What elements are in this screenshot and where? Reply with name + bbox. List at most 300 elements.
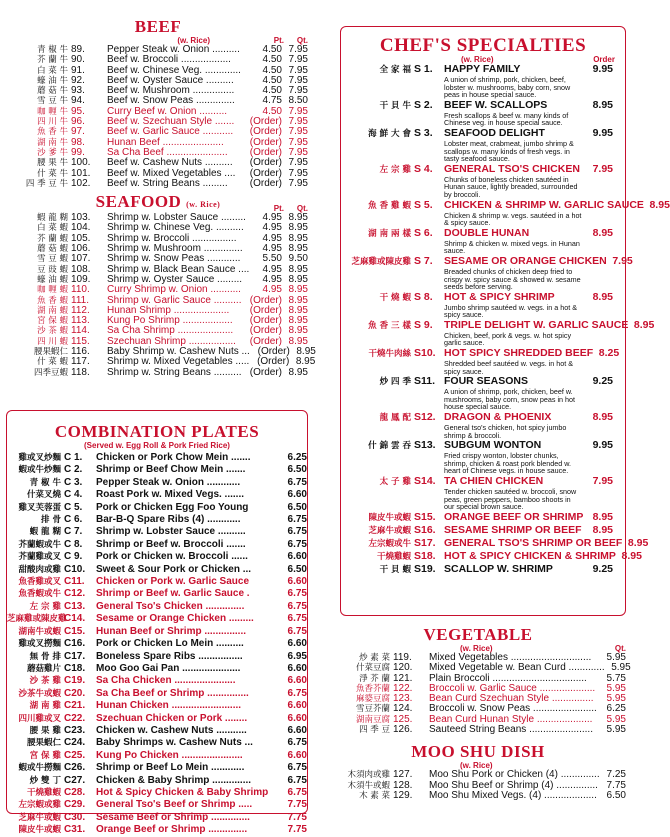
item-name: Shrimp w. Mushroom .............. [107, 243, 243, 255]
item-number: 111. [71, 294, 89, 306]
item-number: S16. [414, 523, 436, 536]
item-price: 9.95 [592, 439, 613, 452]
vegetable-list [330, 652, 631, 736]
item-name: Hunan Chicken ......................... [96, 700, 242, 712]
item-description: Shrimp & chicken w. mixed vegs. in Hunan sauce. [444, 238, 580, 256]
price-quart: 7.95 [288, 105, 308, 117]
price-pint: 4.95 [262, 222, 282, 234]
item-number: C12. [64, 588, 86, 600]
beef-pt-header: Pt. [273, 36, 284, 45]
price-pint: 4.95 [262, 284, 282, 296]
chinese-name: 腰果蝦仁 [33, 347, 68, 358]
item-number: S17. [414, 536, 436, 549]
chinese-name: 青 椒 牛 [37, 45, 68, 55]
item-price: 5.95 [606, 682, 626, 694]
price-quart: 8.95 [288, 212, 308, 224]
item-name: Bean Curd Szechuan Style ............... [429, 693, 594, 705]
chinese-name: 干 貝 牛 [379, 100, 411, 111]
price-pint: 4.95 [262, 232, 282, 244]
chinese-name: 干燒雞蝦 [376, 551, 411, 562]
combination-item [7, 700, 307, 712]
chef-special-item [341, 254, 633, 292]
item-name: Shrimp w. Broccoli ................ [107, 232, 237, 244]
item-name: Sa Cha Shrimp .................... [107, 325, 234, 337]
item-number: 126. [393, 724, 413, 736]
item-name: Shrimp or Beef Lo Mein ............ [96, 762, 245, 774]
item-name: SESAME SHRIMP OR BEEF [444, 523, 582, 536]
chinese-name: 芝麻雞或陳皮雞 [7, 614, 67, 625]
item-name: Sesame or Orange Chicken ......... [96, 613, 254, 625]
chef-special-item [341, 318, 655, 348]
item-price: 9.95 [592, 126, 613, 139]
chef-special-row [341, 228, 613, 240]
item-name: Szechuan Chicken or Pork ........ [96, 712, 248, 724]
item-name: Baby Shrimp w. Cashew Nuts ... [107, 346, 250, 358]
item-price: 6.60 [287, 489, 307, 501]
item-number: C26. [64, 762, 86, 774]
item-name: Beef w. Broccoli .................. [107, 54, 231, 66]
chef-special-item [341, 549, 642, 563]
item-number: 93. [71, 85, 85, 97]
item-name: GENERAL TSO'S SHRIMP OR BEEF [444, 536, 623, 549]
chinese-name: 咖 喱 蝦 [37, 285, 68, 296]
item-name: Pepper Steak w. Onion .......... [107, 44, 240, 55]
price-quart: 7.95 [288, 54, 308, 66]
chinese-name: 什菜豆腐 [355, 663, 390, 674]
chinese-name: 干 燒 蝦 [379, 292, 411, 303]
combination-item [7, 688, 307, 700]
item-price: 7.75 [287, 811, 307, 823]
combination-item [7, 502, 307, 514]
item-name: Moo Shu Pork or Chicken (4) .............. [429, 769, 600, 781]
item-name: Moo Shu Mixed Vegs. (4) ................... [429, 789, 597, 801]
price-quart: 7.95 [288, 85, 308, 97]
chef-special-item [341, 476, 613, 511]
price-pint: (Order) [249, 366, 282, 378]
item-name: Shrimp w. Oyster Sauce ......... [107, 273, 243, 285]
price-quart: 8.95 [288, 325, 308, 337]
item-number: S 6. [414, 226, 433, 239]
item-number: 97. [71, 126, 85, 138]
chinese-name: 什菜叉燒 [26, 490, 61, 501]
item-name: Shrimp or Beef w. Broccoli ....... [96, 538, 246, 550]
chinese-name: 什 菜 牛 [37, 168, 68, 179]
price-quart: 8.95 [288, 243, 308, 255]
item-price: 8.95 [621, 549, 642, 562]
item-name: GENERAL TSO'S CHICKEN [444, 162, 580, 175]
chinese-name: 白 菜 蝦 [37, 223, 68, 234]
chinese-name: 魚香蝦或牛 [18, 589, 61, 600]
chinese-name: 白 菜 牛 [37, 65, 68, 76]
item-price: 6.50 [287, 464, 307, 476]
item-name: Pork or Chicken Egg Foo Young [96, 501, 249, 513]
price-pint: (Order) [249, 136, 282, 148]
item-number: S 3. [414, 126, 433, 139]
item-price: 5.95 [611, 662, 631, 674]
item-name: Pork or Chicken Lo Mein .......... [96, 638, 244, 650]
beef-title: BEEF [134, 17, 182, 36]
item-price: 5.95 [606, 713, 626, 725]
item-description: Jumbo shrimp sautéed w. vegs. in a hot & spicy sauce. [444, 302, 578, 320]
item-number: 108. [71, 263, 91, 275]
chef-special-item [341, 164, 613, 199]
item-number: 113. [71, 315, 90, 327]
item-price: 6.50 [606, 789, 626, 801]
item-name: General Tso's Chicken .............. [96, 600, 245, 612]
chinese-name: 龍 鳳 配 [379, 413, 411, 424]
item-name: Hunan Beef ...................... [107, 136, 224, 148]
chef-special-item [341, 512, 613, 524]
item-price: 7.75 [287, 824, 307, 836]
chinese-name: 木須牛或蝦 [347, 780, 390, 791]
chef-special-item [341, 347, 620, 376]
chinese-name: 陳皮牛或蝦 [368, 512, 411, 523]
item-description: Chunks of boneless chicken sautéed in Hunan sauce, lightly breaded, surrounded by broccoli. [444, 174, 578, 199]
item-price: 6.75 [287, 625, 307, 637]
chinese-name: 什 錦 雲 吞 [368, 441, 411, 452]
item-number: S12. [414, 411, 436, 424]
mooshu-subtitle: (w. Rice) [460, 761, 493, 771]
chinese-name: 蘑菇雞片 [26, 663, 61, 674]
item-price: 9.95 [592, 63, 613, 75]
price-quart: 7.95 [288, 64, 308, 76]
item-number: S 2. [414, 98, 433, 111]
item-number: C19. [64, 675, 86, 687]
chinese-name: 宮 保 雞 [29, 750, 61, 761]
chinese-name: 左 宗 雞 [379, 164, 411, 175]
item-price: 9.25 [592, 562, 613, 575]
chinese-name: 四川雞或叉 [18, 713, 61, 724]
chef-special-row [341, 512, 613, 524]
chinese-name: 沙 爹 牛 [37, 147, 68, 158]
price-pint: (Order) [257, 346, 290, 358]
combination-list [7, 452, 307, 837]
item-number: 107. [71, 253, 91, 265]
beef-qt-header: Qt. [296, 36, 308, 45]
item-name: SESAME OR ORANGE CHICKEN [444, 254, 607, 267]
price-pint: 4.75 [262, 95, 282, 107]
chinese-name: 什 菜 蝦 [37, 357, 68, 368]
item-number: 118. [71, 366, 90, 378]
item-name: Sweet & Sour Pork or Chicken ... [96, 563, 252, 575]
item-number: 99. [71, 146, 85, 158]
item-number: 94. [71, 95, 85, 107]
chinese-name: 腰 果 牛 [37, 158, 68, 169]
item-description: Tender chicken sautéed w. broccoli, snow peas, green peppers, bamboo shoots in our special brown sauce. [444, 487, 577, 512]
combination-item [7, 663, 307, 675]
item-price: 8.95 [592, 510, 613, 523]
item-name: Beef w. String Beans ......... [107, 177, 228, 189]
item-price: 5.95 [606, 652, 626, 663]
price-quart: 8.95 [288, 304, 308, 316]
chef-special-item [341, 525, 613, 537]
seafood-subtitle: (w. Rice) [186, 200, 221, 210]
item-name: Beef w. Oyster Sauce .......... [107, 74, 234, 86]
item-number: C 9. [64, 551, 83, 563]
item-number: 125. [393, 713, 413, 725]
item-name: Curry Beef w. Onion .......... [107, 105, 228, 117]
item-price: 5.95 [606, 724, 626, 736]
item-number: S 8. [414, 290, 433, 303]
chef-special-item [341, 128, 613, 163]
chinese-name: 陳皮牛或蝦 [18, 825, 61, 836]
price-pint: 4.50 [262, 105, 282, 117]
chinese-name: 蝦 龍 糊 [29, 527, 61, 538]
chef-title: CHEF'S SPECIALTIES [379, 35, 587, 56]
chinese-name: 四 季 豆 牛 [25, 178, 68, 189]
item-name: Shrimp or Beef w. Garlic Sauce . [96, 588, 250, 600]
price-pint: 5.50 [262, 253, 282, 265]
item-number: 105. [71, 232, 91, 244]
item-name: Boneless Spare Ribs ................ [96, 650, 243, 662]
item-price: 6.60 [287, 700, 307, 712]
item-number: S19. [414, 562, 436, 575]
item-price: 7.95 [612, 254, 633, 267]
seafood-item [8, 368, 308, 378]
item-number: S11. [414, 375, 436, 388]
chef-special-row [341, 198, 670, 212]
item-name: Mixed Vegetables ............................. [429, 652, 592, 663]
item-price: 6.75 [287, 737, 307, 749]
vegetable-title: VEGETABLE [423, 625, 533, 644]
price-pint: (Order) [249, 146, 282, 158]
combination-item [7, 576, 307, 588]
item-name: Shrimp w. Lobster Sauce ......... [107, 212, 246, 224]
item-name: Mixed Vegetable w. Bean Curd ............. [429, 662, 605, 674]
item-name: Shrimp or Beef Chow Mein ....... [96, 464, 246, 476]
combination-item [7, 651, 307, 663]
chinese-name: 咖 喱 牛 [37, 106, 68, 117]
item-name: Shrimp w. String Beans .......... [107, 366, 242, 378]
chinese-name: 魚 香 蝦 [37, 295, 68, 306]
chef-special-row [341, 549, 642, 563]
chinese-name: 芥 蘭 牛 [37, 55, 68, 66]
item-name: HAPPY FAMILY [444, 63, 521, 75]
item-description: Shredded beef sautéed w. vegs. in hot & spicy sauce. [444, 359, 574, 376]
combination-item [7, 713, 307, 725]
item-name: Bar-B-Q Spare Ribs (4) ............ [96, 514, 241, 526]
item-number: S18. [414, 549, 436, 562]
item-price: 6.75 [287, 476, 307, 488]
item-name: SEAFOOD DELIGHT [444, 126, 545, 139]
mooshu-list [330, 770, 626, 801]
chef-special-item [341, 564, 613, 576]
vegetable-qt-header: Qt. [614, 644, 626, 653]
item-number: 96. [71, 116, 85, 128]
price-quart: 7.95 [288, 177, 308, 189]
chinese-name: 海 鮮 大 會 [368, 128, 411, 139]
beef-subtitle: (w. Rice) [177, 36, 210, 45]
item-price: 6.75 [287, 774, 307, 786]
item-number: C11. [64, 576, 85, 588]
chinese-name: 魚香雞或叉 [18, 577, 61, 588]
item-number: C24. [64, 737, 86, 749]
combination-subtitle: (Served w. Egg Roll & Pork Fried Rice) [84, 441, 230, 450]
vegetable-item [330, 725, 626, 735]
item-price: 6.60 [287, 638, 307, 650]
combination-item [7, 626, 307, 638]
chef-special-item [341, 440, 613, 475]
item-price: 6.75 [287, 613, 307, 625]
chinese-name: 四 季 豆 [359, 725, 390, 736]
item-description: Chicken & shrimp w. vegs. sautéed in a hot & spicy sauce. [444, 210, 582, 228]
item-number: S 9. [414, 318, 433, 331]
chinese-name: 湖 南 兩 樣 [368, 228, 411, 239]
price-quart: 8.95 [288, 294, 308, 306]
item-description: Chicken, beef, pork & vegs. w. hot spicy garlic sauce. [444, 330, 572, 348]
chef-special-item [341, 228, 613, 255]
item-price: 8.95 [592, 226, 613, 239]
item-name: Hot & Spicy Chicken & Baby Shrimp [96, 786, 269, 798]
price-quart: 8.95 [288, 222, 308, 234]
item-name: Beef w. Chinese Veg. ............. [107, 64, 241, 76]
item-name: Broccoli w. Snow Peas ....................... [429, 703, 597, 715]
price-pint: (Order) [249, 335, 282, 347]
item-price: 7.95 [592, 162, 613, 175]
item-name: TRIPLE DELIGHT W. GARLIC SAUCE [444, 318, 629, 331]
price-quart: 7.95 [288, 116, 308, 128]
chinese-name: 四 川 牛 [37, 117, 68, 128]
item-price: 6.60 [287, 724, 307, 736]
item-name: BEEF W. SCALLOPS [444, 98, 548, 111]
item-name: HOT SPICY SHREDDED BEEF [444, 347, 594, 360]
item-name: Chicken or Pork w. Garlic Sauce [96, 576, 250, 588]
item-name: Shrimp w. Garlic Sauce .......... [107, 294, 242, 306]
item-description: Lobster meat, crabmeat, jumbo shrimp & scallops w. many kinds of fresh vegs. in tasty seafood sauce. [444, 138, 574, 164]
chinese-name: 宮 保 蝦 [37, 316, 68, 327]
item-name: Chicken w. Cashew Nuts ........... [96, 724, 247, 736]
chinese-name: 湖南牛或蝦 [18, 626, 61, 637]
price-pint: 4.95 [262, 212, 282, 224]
item-price: 7.95 [592, 475, 613, 487]
item-number: C 6. [64, 514, 83, 526]
chinese-name: 芝麻牛或蝦 [368, 525, 411, 536]
item-number: 116. [71, 346, 90, 358]
combination-item [7, 539, 307, 551]
item-number: 121. [393, 672, 413, 684]
item-name: Pork or Chicken w. Broccoli ...... [96, 551, 248, 563]
combination-title: COMBINATION PLATES [54, 422, 260, 441]
chinese-name: 四季豆蝦 [33, 367, 68, 378]
price-pint: 4.50 [262, 85, 282, 97]
item-number: S14. [414, 475, 436, 487]
item-number: 129. [393, 789, 413, 801]
chinese-name: 腰果蝦仁 [26, 738, 61, 749]
price-pint: (Order) [249, 167, 282, 179]
price-pint: (Order) [249, 315, 282, 327]
item-number: C21. [64, 700, 86, 712]
price-pint: (Order) [249, 157, 282, 169]
item-number: C17. [64, 650, 86, 662]
item-name: Chicken & Baby Shrimp .............. [96, 774, 252, 786]
item-number: 109. [71, 273, 91, 285]
item-price: 8.95 [592, 523, 613, 536]
combination-item [7, 824, 307, 836]
item-name: Hunan Beef or Shrimp ............... [96, 625, 247, 637]
chinese-name: 蠔 油 牛 [37, 75, 68, 86]
item-number: C14. [64, 613, 86, 625]
item-price: 6.95 [287, 650, 307, 662]
chinese-name: 魚香芥蘭 [355, 683, 390, 694]
item-name: Beef w. Cashew Nuts .......... [107, 157, 233, 169]
item-name: Beef w. Snow Peas .............. [107, 95, 235, 107]
item-price: 7.25 [606, 769, 626, 781]
item-name: Sauteed String Beans ....................... [429, 724, 593, 736]
item-number: 128. [393, 779, 413, 791]
item-number: C13. [64, 600, 86, 612]
item-price: 8.95 [592, 411, 613, 424]
price-quart: 8.95 [295, 356, 316, 368]
item-name: Shrimp w. Chinese Veg. .......... [107, 222, 244, 234]
item-number: C 2. [64, 464, 83, 476]
combination-item [7, 812, 307, 824]
chinese-name: 雞或叉炒麵 [18, 453, 61, 463]
item-number: S 4. [414, 162, 433, 175]
item-price: 8.95 [592, 290, 613, 303]
item-number: S 5. [414, 198, 433, 211]
price-pint: 4.50 [262, 54, 282, 66]
item-number: S 7. [414, 254, 433, 267]
chef-subtitle: (w. Rice) [461, 55, 494, 64]
item-number: 117. [71, 356, 90, 368]
combination-item [7, 750, 307, 762]
seafood-item [8, 285, 308, 295]
item-price: 6.60 [287, 675, 307, 687]
item-name: Bean Curd Hunan Style .................... [429, 713, 593, 725]
item-number: C15. [64, 625, 86, 637]
chef-list [341, 63, 670, 576]
item-number: 102. [71, 177, 91, 189]
combination-item [7, 762, 307, 774]
item-name: HOT & SPICY CHICKEN & SHRIMP [444, 549, 616, 562]
item-name: Sesame Beef or Shrimp .............. [96, 811, 250, 823]
item-name: HOT & SPICY SHRIMP [444, 290, 555, 303]
chinese-name: 湖 南 牛 [37, 137, 68, 148]
combination-item [7, 464, 307, 476]
vegetable-section [330, 625, 631, 801]
combination-item [7, 799, 307, 811]
chef-special-item [341, 412, 613, 439]
item-description: General tso's chicken, hot spicy jumbo shrimp & broccoli. [444, 423, 567, 440]
item-price: 5.75 [606, 672, 626, 684]
item-price: 6.60 [287, 662, 307, 674]
item-number: 104. [71, 222, 91, 234]
item-name: ORANGE BEEF OR SHRIMP [444, 510, 584, 523]
chef-special-item [341, 292, 613, 319]
item-name: Sa Cha Chicken ...................... [96, 675, 236, 687]
item-number: C23. [64, 724, 86, 736]
combination-item [7, 452, 307, 464]
chinese-name: 干燒牛肉絲 [368, 349, 411, 360]
beef-list [8, 45, 308, 189]
item-number: S13. [414, 439, 436, 452]
item-price: 6.60 [287, 551, 307, 563]
item-name: General Tso's Beef or Shrimp ..... [96, 799, 253, 811]
chef-special-row [341, 525, 613, 537]
chinese-name: 蘑 菇 蝦 [37, 244, 68, 255]
price-pint: (Order) [249, 126, 282, 138]
chef-special-row [341, 164, 613, 176]
chinese-name: 芥蘭蝦或牛 [18, 539, 61, 550]
chinese-name: 湖 南 雞 [29, 701, 61, 712]
item-number: C27. [64, 774, 86, 786]
price-pint: (Order) [249, 325, 282, 337]
seafood-pt-header: Pt. [273, 204, 284, 214]
combination-item [7, 737, 307, 749]
item-name: Plain Broccoli .................................. [429, 672, 587, 684]
item-number: C29. [64, 799, 86, 811]
item-number: C25. [64, 749, 86, 761]
